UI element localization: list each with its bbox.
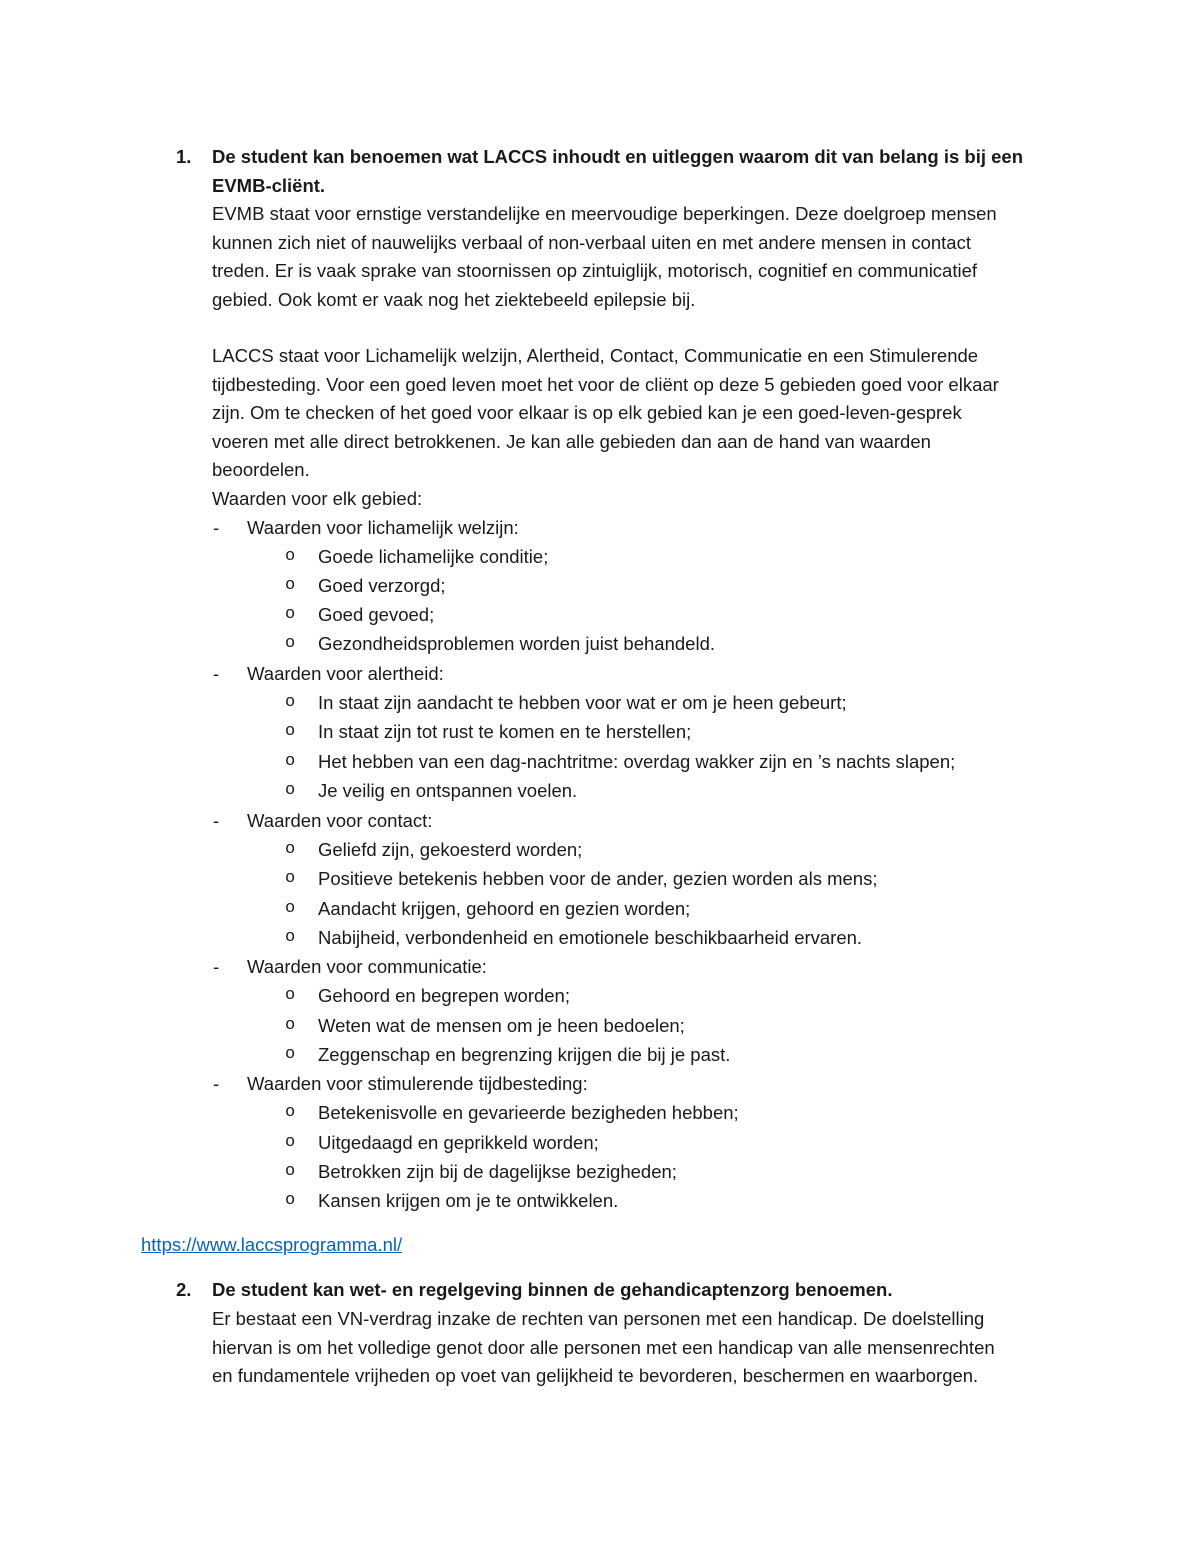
list-item: Zeggenschap en begrenzing krijgen die bij je past. — [318, 1044, 731, 1065]
circle-bullet: o — [285, 986, 296, 1005]
paragraph-line: LACCS staat voor Lichamelijk welzijn, Alertheid, Contact, Communicatie en een Stimulerende — [212, 345, 979, 366]
circle-bullet: o — [285, 1016, 296, 1035]
values-intro: Waarden voor elk gebied: — [212, 488, 423, 509]
list-item: Uitgedaagd en geprikkeld worden; — [318, 1132, 599, 1153]
list-item: Positieve betekenis hebben voor de ander, gezien worden als mens; — [318, 868, 878, 889]
group-title: Waarden voor lichamelijk welzijn: — [247, 517, 519, 538]
paragraph-line: hiervan is om het volledige genot door alle personen met een handicap van alle mensenrechten — [212, 1337, 995, 1358]
paragraph-line: Er bestaat een VN-verdrag inzake de rechten van personen met een handicap. De doelstelling — [212, 1308, 985, 1329]
list-item: Het hebben van een dag-nachtritme: overdag wakker zijn en ’s nachts slapen; — [318, 751, 956, 772]
circle-bullet: o — [285, 1045, 296, 1064]
list-item: Gehoord en begrepen worden; — [318, 985, 570, 1006]
dash-bullet: - — [213, 517, 220, 538]
circle-bullet: o — [285, 634, 296, 653]
circle-bullet: o — [285, 576, 296, 595]
circle-bullet: o — [285, 722, 296, 741]
list-item: In staat zijn aandacht te hebben voor wat er om je heen gebeurt; — [318, 692, 847, 713]
circle-bullet: o — [285, 605, 296, 624]
group-title: Waarden voor alertheid: — [247, 663, 444, 684]
list-item: Nabijheid, verbondenheid en emotionele beschikbaarheid ervaren. — [318, 927, 863, 948]
list-item: Goed gevoed; — [318, 604, 435, 625]
dash-bullet: - — [213, 663, 220, 684]
list-item: Kansen krijgen om je te ontwikkelen. — [318, 1190, 619, 1211]
circle-bullet: o — [285, 869, 296, 888]
dash-bullet: - — [213, 810, 220, 831]
paragraph-line: gebied. Ook komt er vaak nog het ziektebeeld epilepsie bij. — [212, 289, 696, 310]
section-1-number: 1. — [176, 146, 192, 167]
laccs-link[interactable]: https://www.laccsprogramma.nl/ — [141, 1234, 403, 1255]
list-item: Geliefd zijn, gekoesterd worden; — [318, 839, 583, 860]
section-2-heading: De student kan wet- en regelgeving binnen de gehandicaptenzorg benoemen. — [212, 1279, 893, 1300]
paragraph-line: kunnen zich niet of nauwelijks verbaal of non-verbaal uiten en met andere mensen in contact — [212, 232, 971, 253]
paragraph-line: voeren met alle direct betrokkenen. Je kan alle gebieden dan aan de hand van waarden — [212, 431, 931, 452]
circle-bullet: o — [285, 547, 296, 566]
circle-bullet: o — [285, 1191, 296, 1210]
circle-bullet: o — [285, 752, 296, 771]
list-item: Goed verzorgd; — [318, 575, 446, 596]
circle-bullet: o — [285, 1103, 296, 1122]
circle-bullet: o — [285, 899, 296, 918]
list-item: Je veilig en ontspannen voelen. — [318, 780, 578, 801]
circle-bullet: o — [285, 1133, 296, 1152]
circle-bullet: o — [285, 781, 296, 800]
section-1-heading-line-2: EVMB-cliënt. — [212, 175, 326, 196]
circle-bullet: o — [285, 1162, 296, 1181]
group-title: Waarden voor communicatie: — [247, 956, 487, 977]
group-title: Waarden voor stimulerende tijdbesteding: — [247, 1073, 588, 1094]
circle-bullet: o — [285, 693, 296, 712]
circle-bullet: o — [285, 928, 296, 947]
list-item: Weten wat de mensen om je heen bedoelen; — [318, 1015, 685, 1036]
list-item: Betrokken zijn bij de dagelijkse bezigheden; — [318, 1161, 677, 1182]
paragraph-line: EVMB staat voor ernstige verstandelijke en meervoudige beperkingen. Deze doelgroep mensen — [212, 203, 997, 224]
list-item: In staat zijn tot rust te komen en te herstellen; — [318, 721, 692, 742]
paragraph-line: en fundamentele vrijheden op voet van gelijkheid te bevorderen, beschermen en waarborgen. — [212, 1365, 979, 1386]
paragraph-line: beoordelen. — [212, 459, 310, 480]
paragraph-line: treden. Er is vaak sprake van stoornissen op zintuiglijk, motorisch, cognitief en communicatief — [212, 260, 978, 281]
paragraph-line: zijn. Om te checken of het goed voor elkaar is op elk gebied kan je een goed-leven-gesprek — [212, 402, 962, 423]
section-1-heading-line-1: De student kan benoemen wat LACCS inhoudt en uitleggen waarom dit van belang is bij een — [212, 146, 1024, 167]
list-item: Betekenisvolle en gevarieerde bezigheden hebben; — [318, 1102, 739, 1123]
circle-bullet: o — [285, 840, 296, 859]
paragraph-line: tijdbesteding. Voor een goed leven moet het voor de cliënt op deze 5 gebieden goed voor elkaar — [212, 374, 999, 395]
list-item: Aandacht krijgen, gehoord en gezien worden; — [318, 898, 691, 919]
group-title: Waarden voor contact: — [247, 810, 433, 831]
dash-bullet: - — [213, 956, 220, 977]
list-item: Gezondheidsproblemen worden juist behandeld. — [318, 633, 715, 654]
dash-bullet: - — [213, 1073, 220, 1094]
section-2-number: 2. — [176, 1279, 192, 1300]
list-item: Goede lichamelijke conditie; — [318, 546, 549, 567]
